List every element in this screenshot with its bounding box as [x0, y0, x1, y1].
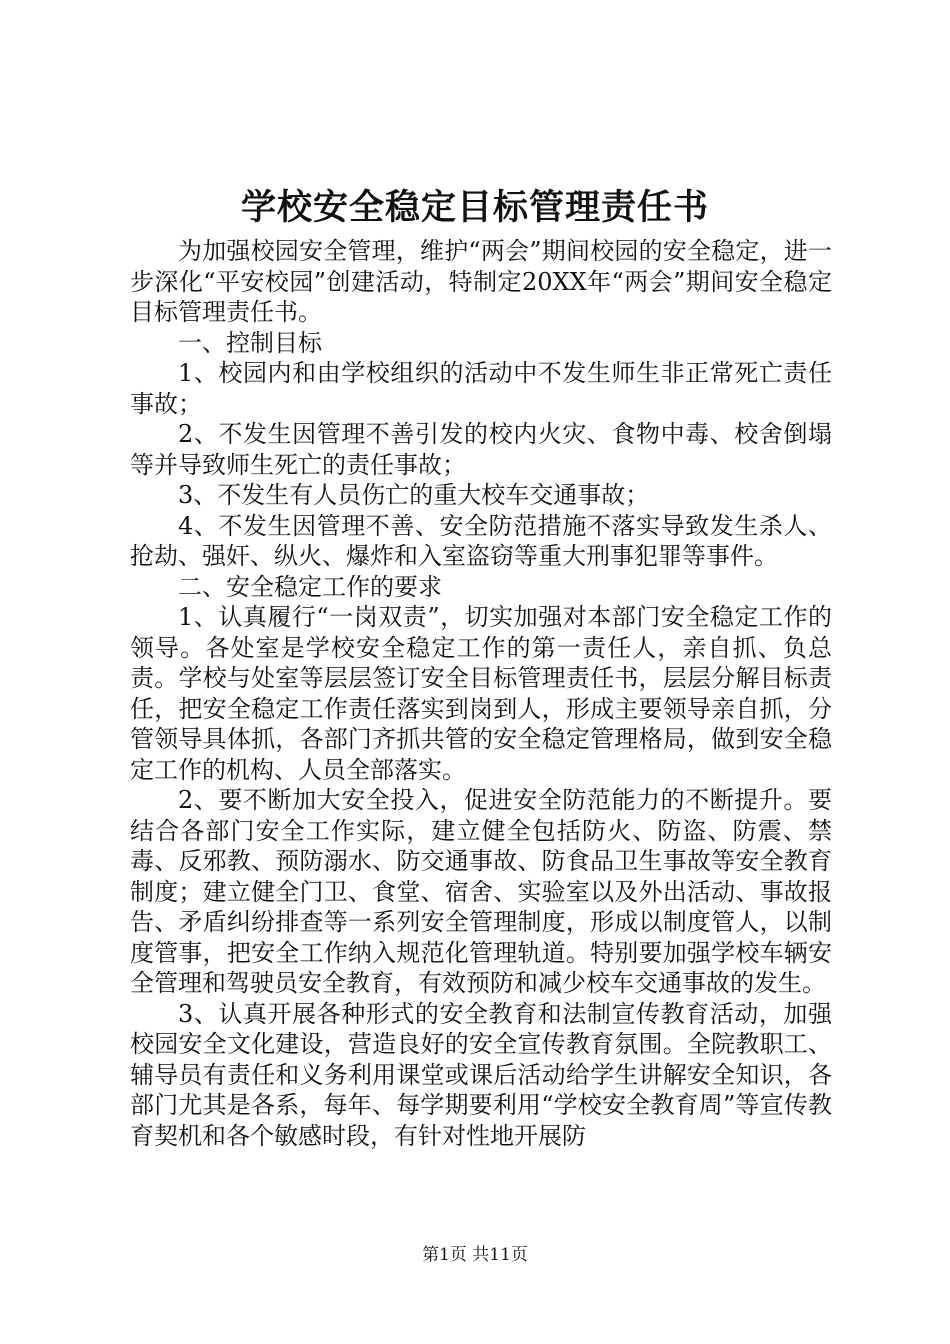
section-heading-requirements: 二、安全稳定工作的要求	[178, 572, 442, 601]
section-heading-control-targets: 一、控制目标	[178, 328, 322, 357]
paragraph-target-4: 4、不发生因管理不善、安全防范措施不落实导致发生杀人、抢劫、强奸、纵火、爆炸和入室盗窃等重大刑事犯罪等事件。	[130, 511, 832, 570]
page-number-footer: 第1页 共11页	[422, 1245, 528, 1265]
paragraph-target-2: 2、不发生因管理不善引发的校内火灾、食物中毒、校舍倒塌等并导致师生死亡的责任事故；	[130, 420, 832, 479]
paragraph-target-3: 3、不发生有人员伤亡的重大校车交通事故；	[178, 481, 650, 509]
paragraph-target-1: 1、校园内和由学校组织的活动中不发生师生非正常死亡责任事故；	[130, 359, 832, 418]
document-body	[130, 236, 832, 1151]
paragraph-intro: 为加强校园安全管理，维护“两会”期间校园的安全稳定，进一步深化“平安校园”创建活动，特制定20XX年“两会”期间安全稳定目标管理责任书。	[130, 237, 832, 326]
document-title: 学校安全稳定目标管理责任书	[240, 187, 709, 228]
paragraph-requirement-3: 3、认真开展各种形式的安全教育和法制宣传教育活动，加强校园安全文化建设，营造良好的安全宣传教育氛围。全院教职工、辅导员有责任和义务利用课堂或课后活动给学生讲解安全知识，各部门尤其是各系，每年、每学期要利用“学校安全教育周”等宣传教育契机和各个敏感时段，有针对性地开展防	[130, 999, 832, 1150]
paragraph-requirement-2: 2、要不断加大安全投入，促进安全防范能力的不断提升。要结合各部门安全工作实际，建立健全包括防火、防盗、防震、禁毒、反邪教、预防溺水、防交通事故、防食品卫生事故等安全教育制度；建立健全门卫、食堂、宿舍、实验室以及外出活动、事故报告、矛盾纠纷排查等一系列安全管理制度，形成以制度管人，以制度管事，把安全工作纳入规范化管理轨道。特别要加强学校车辆安全管理和驾驶员安全教育，有效预防和减少校车交通事故的发生。	[130, 786, 832, 997]
paragraph-requirement-1: 1、认真履行“一岗双责”，切实加强对本部门安全稳定工作的领导。各处室是学校安全稳定工作的第一责任人，亲自抓、负总责。学校与处室等层层签订安全目标管理责任书，层层分解目标责任，把安全稳定工作责任落实到岗到人，形成主要领导亲自抓，分管领导具体抓，各部门齐抓共管的安全稳定管理格局，做到安全稳定工作的机构、人员全部落实。	[130, 603, 832, 784]
